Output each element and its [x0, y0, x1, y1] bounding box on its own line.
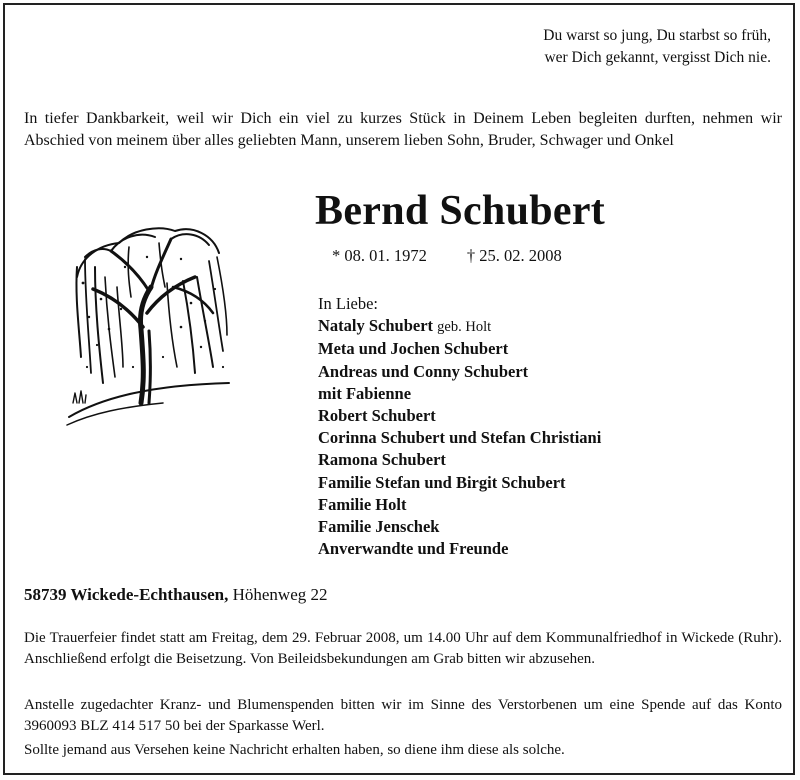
mourner-entry: Familie Jenschek	[318, 517, 440, 537]
address-street: Höhenweg 22	[232, 585, 328, 604]
family-address	[24, 585, 328, 605]
obituary-notice	[3, 3, 795, 775]
verse-line-2: wer Dich gekannt, vergisst Dich nie.	[544, 49, 771, 66]
birth-date: * 08. 01. 1972	[332, 246, 427, 265]
mourner-entry: Familie Stefan und Birgit Schubert	[318, 472, 566, 492]
weeping-willow-tree-icon	[63, 217, 231, 427]
maiden-name-note: geb. Holt	[437, 319, 492, 336]
deceased-name: Bernd Schubert	[315, 188, 606, 234]
mourner-entry: Ramona Schubert	[318, 450, 446, 470]
mourners-list	[318, 293, 601, 560]
funeral-info: Die Trauerfeier findet statt am Freitag, dem 29. Februar 2008, um 14.00 Uhr auf dem Kommunalfriedhof in Wickede (Ruhr). Anschließend erfolgt die Beisetzung. Von Beileidsbekundungen am Grab bitten wir abzusehen.	[24, 630, 782, 667]
mourner-entry: Robert Schubert	[318, 406, 436, 426]
mourner-entry: Anverwandte und Freunde	[318, 539, 509, 559]
verse-line-1: Du warst so jung, Du starbst so früh,	[543, 27, 771, 44]
donation-request: Anstelle zugedachter Kranz- und Blumenspenden bitten wir im Sinne des Verstorbenen um eine Spende auf das Konto 3960093 BLZ 414 517 50 bei der Sparkasse Werl.	[24, 697, 782, 734]
mourner-entry	[318, 315, 601, 338]
mourner-entry: Andreas und Conny Schubert	[318, 361, 529, 381]
intro-text: In tiefer Dankbarkeit, weil wir Dich ein viel zu kurzes Stück in Deinem Leben begleiten durften, nehmen wir Abschied von meinem über alles geliebten Mann, unserem lieben Sohn, Bruder, Schwager und Onkel	[24, 110, 782, 149]
death-date: † 25. 02. 2008	[466, 246, 562, 265]
mourner-entry: mit Fabienne	[318, 383, 412, 403]
mourner-entry: Familie Holt	[318, 494, 407, 514]
address-city: 58739 Wickede-Echthausen,	[24, 585, 229, 604]
mourners-label: In Liebe:	[318, 294, 379, 313]
mourner-entry: Corinna Schubert und Stefan Christiani	[318, 428, 602, 448]
notice-text: Sollte jemand aus Versehen keine Nachricht erhalten haben, so diene ihm diese als solche.	[24, 742, 565, 758]
mourner-entry: Meta und Jochen Schubert	[318, 339, 509, 359]
life-dates	[332, 245, 562, 267]
memorial-verse	[543, 25, 771, 69]
mourner-name: Nataly Schubert	[318, 316, 434, 336]
